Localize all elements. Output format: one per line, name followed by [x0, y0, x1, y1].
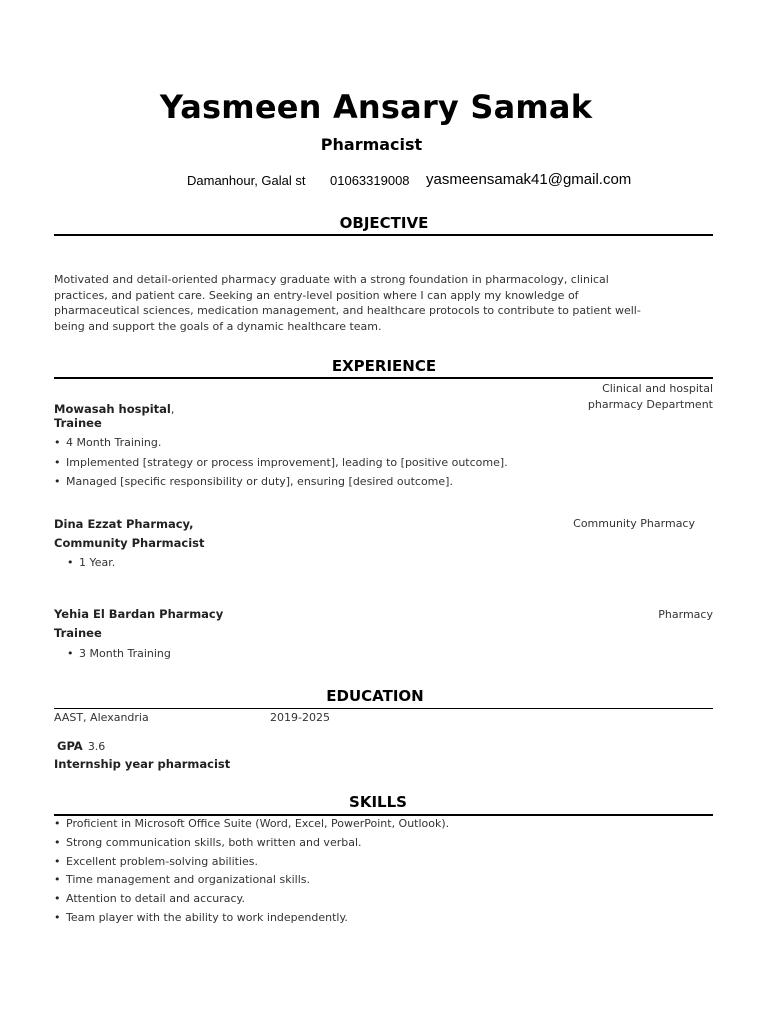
experience-divider: [54, 377, 713, 379]
list-item: • Attention to detail and accuracy.: [66, 892, 449, 911]
candidate-title: Pharmacist: [320, 135, 423, 154]
education-years: 2019-2025: [270, 711, 330, 724]
candidate-name: Yasmeen Ansary Samak: [159, 88, 593, 126]
list-item: • 3 Month Training: [79, 647, 171, 660]
job-bullets: [66, 436, 508, 495]
list-item: • 4 Month Training.: [66, 436, 508, 456]
objective-heading: OBJECTIVE: [339, 214, 429, 232]
list-item: • 1 Year.: [79, 556, 115, 569]
gpa-label: GPA: [57, 739, 83, 753]
education-note: Internship year pharmacist: [54, 757, 231, 771]
job-employer-suffix: ,: [170, 403, 175, 416]
contact-phone: 01063319008: [330, 173, 410, 188]
objective-text: Motivated and detail-oriented pharmacy graduate with a strong foundation in pharmacology, clinical practices, and patient care. Seeking an entry-level position where I can apply my knowledge of pharmaceutical sciences, medication management, and healthcare protocols to contribute to patient well-being and support the goals of a dynamic healthcare team.: [54, 273, 641, 334]
list-item: • Excellent problem-solving abilities.: [66, 855, 449, 874]
contact-email[interactable]: yasmeensamak41@gmail.com: [426, 171, 632, 188]
education-heading: EDUCATION: [326, 687, 424, 705]
job-employer: Dina Ezzat Pharmacy,: [54, 517, 194, 531]
job-employer: [54, 398, 174, 417]
job-department: Pharmacy: [658, 608, 713, 621]
job-employer-name: Mowasah hospital: [54, 402, 171, 416]
skills-divider: [54, 814, 713, 816]
job-role: Trainee: [54, 416, 102, 430]
job-department: Community Pharmacy: [573, 517, 695, 530]
list-item: • Time management and organizational skills.: [66, 873, 449, 892]
education-gpa: [57, 735, 105, 754]
job-bullets: [79, 647, 171, 660]
skills-list: [66, 817, 449, 930]
list-item: • Strong communication skills, both written and verbal.: [66, 836, 449, 855]
gpa-value: 3.6: [87, 740, 106, 753]
objective-divider: [54, 234, 713, 236]
job-employer: Yehia El Bardan Pharmacy: [54, 607, 224, 621]
list-item: • Proficient in Microsoft Office Suite (Word, Excel, PowerPoint, Outlook).: [66, 817, 449, 836]
education-school: AAST, Alexandria: [54, 711, 149, 724]
list-item: • Managed [specific responsibility or duty], ensuring [desired outcome].: [66, 475, 508, 495]
job-department-line: pharmacy Department: [587, 398, 713, 411]
education-divider: [54, 708, 713, 709]
contact-location: Damanhour, Galal st: [187, 173, 306, 188]
job-department-line: Clinical and hospital: [602, 382, 713, 395]
experience-heading: EXPERIENCE: [331, 357, 437, 375]
skills-heading: SKILLS: [349, 793, 407, 811]
list-item: • Implemented [strategy or process improvement], leading to [positive outcome].: [66, 456, 508, 476]
job-role: Trainee: [54, 626, 102, 640]
job-role: Community Pharmacist: [54, 536, 205, 550]
job-bullets: [79, 556, 115, 569]
list-item: • Team player with the ability to work independently.: [66, 911, 449, 930]
